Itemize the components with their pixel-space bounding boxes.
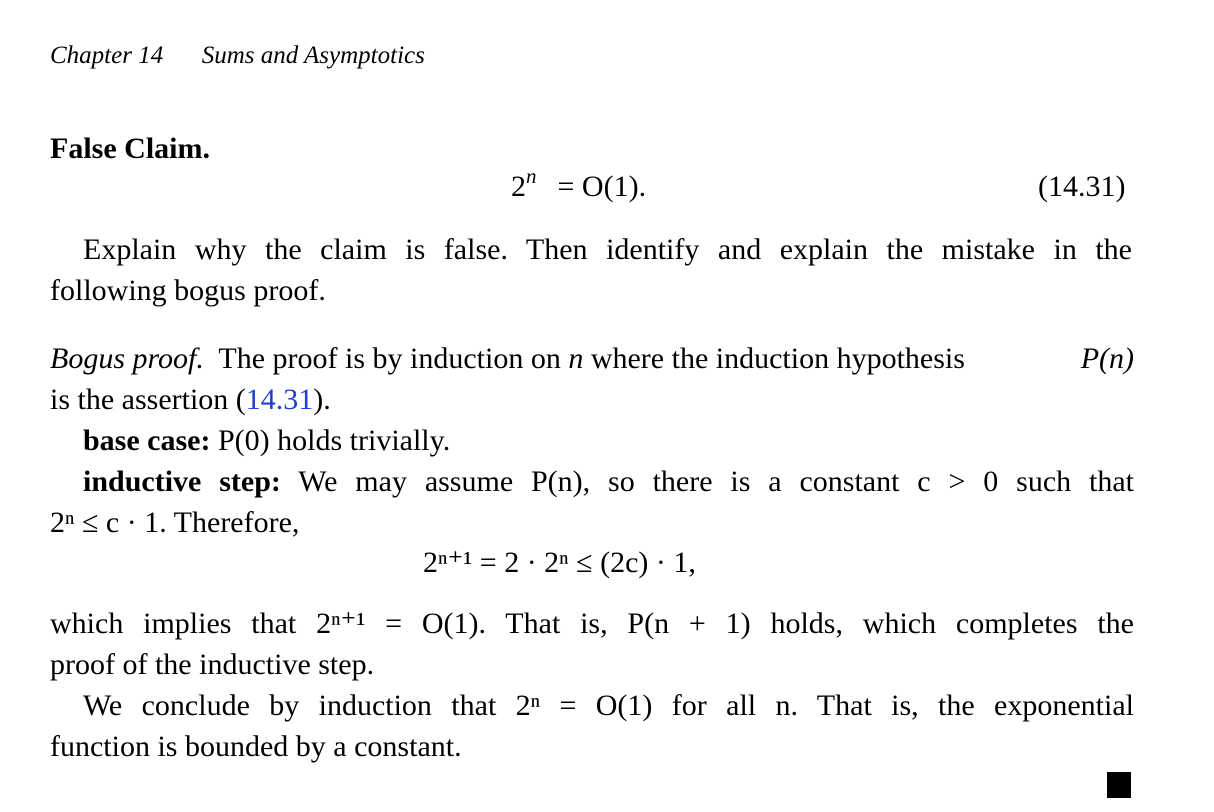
conclusion-line2: function is bounded by a constant. xyxy=(50,730,462,763)
base-case-line xyxy=(83,420,450,461)
proof-var-n: n xyxy=(568,342,584,375)
display-equation: 2ⁿ⁺¹ = 2 · 2ⁿ ≤ (2c) · 1, xyxy=(423,546,696,579)
instructions-line1: Explain why the claim is false. Then identify and explain the mistake in the xyxy=(83,233,1132,266)
base-case-text: P(0) holds trivially. xyxy=(217,424,451,457)
inductive-step-text: We may assume P(n), so there is a constant c > 0 such that xyxy=(298,465,1134,498)
header-title: Sums and Asymptotics xyxy=(201,42,425,69)
base-case-label: base case: xyxy=(83,424,211,457)
claim-base: 2 xyxy=(511,170,526,203)
claim-equation xyxy=(511,164,647,204)
claim-rhs: = O(1). xyxy=(557,170,647,203)
inductive-step-line xyxy=(83,461,1134,502)
proof-line1 xyxy=(50,338,1134,379)
header-chapter: Chapter 14 xyxy=(50,42,164,69)
proof-line2 xyxy=(50,379,331,420)
inductive-step-line2: 2ⁿ ≤ c · 1. Therefore, xyxy=(50,506,300,539)
proof-intro: The proof is by induction on xyxy=(218,342,561,375)
equation-number: (14.31) xyxy=(1038,170,1126,203)
proof-assertion-post: ). xyxy=(313,383,331,416)
proof-assertion-pre: is the assertion ( xyxy=(50,383,246,416)
claim-exp: n xyxy=(526,164,537,188)
qed-square-icon xyxy=(1107,772,1131,798)
instructions-line2: following bogus proof. xyxy=(50,274,326,307)
equation-ref-link[interactable]: 14.31 xyxy=(245,383,314,416)
proof-pn: P(n) xyxy=(1080,342,1134,375)
claim-heading: False Claim. xyxy=(50,132,210,165)
running-header xyxy=(50,42,425,70)
after-equation-line1: which implies that 2ⁿ⁺¹ = O(1). That is, P(n + 1) holds, which completes the xyxy=(50,607,1134,640)
inductive-step-label: inductive step: xyxy=(83,465,281,498)
conclusion-line1: We conclude by induction that 2ⁿ = O(1) for all n. That is, the exponential xyxy=(83,689,1134,722)
after-equation-line2: proof of the inductive step. xyxy=(50,648,375,681)
proof-label: Bogus proof. xyxy=(50,342,204,375)
proof-mid: where the induction hypothesis xyxy=(590,342,965,375)
